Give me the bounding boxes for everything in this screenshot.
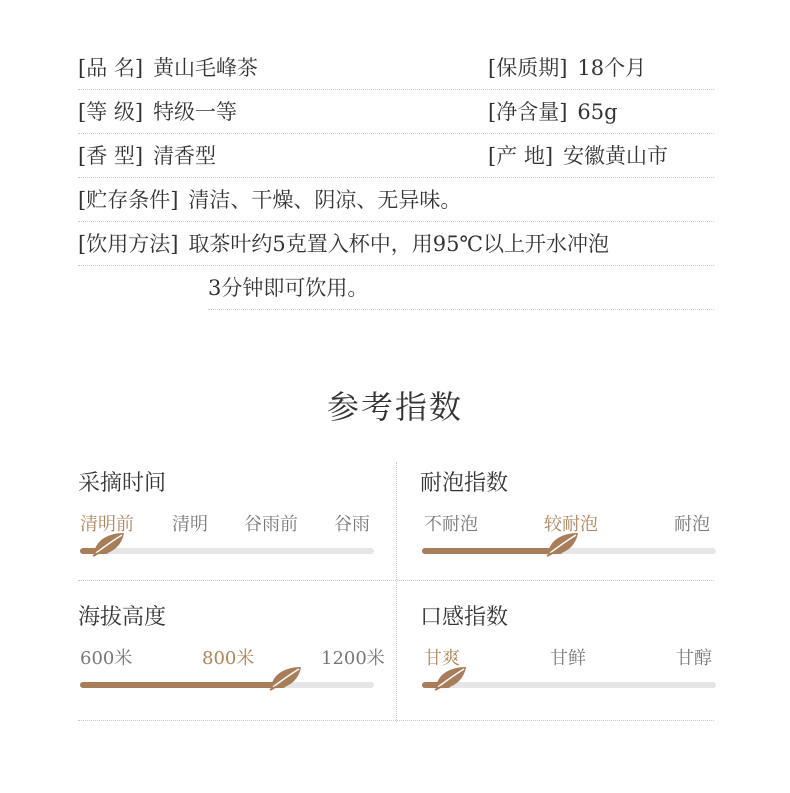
index-title: 采摘时间 bbox=[78, 471, 167, 496]
spec-key: [保质期] bbox=[488, 56, 568, 80]
index-panel-taste bbox=[420, 600, 716, 720]
spec-key: [品 名] bbox=[78, 56, 144, 80]
spec-grade bbox=[78, 90, 237, 134]
spec-row-aroma-origin bbox=[78, 134, 714, 178]
grid-divider-vertical bbox=[396, 462, 397, 722]
grid-divider-bottom bbox=[78, 720, 714, 721]
spec-key: [产 地] bbox=[488, 144, 554, 168]
spec-key: [贮存条件] bbox=[78, 188, 179, 212]
spec-key: [饮用方法] bbox=[78, 232, 179, 256]
spec-row-usage-continued bbox=[208, 266, 714, 310]
spec-row-usage bbox=[78, 222, 714, 266]
scale-label: 清明 bbox=[172, 514, 208, 535]
index-panel-altitude bbox=[78, 600, 385, 720]
index-panel-picking-time bbox=[78, 466, 374, 586]
section-title: 参考指数 bbox=[326, 388, 463, 426]
index-track bbox=[422, 548, 716, 554]
scale-label: 较耐泡 bbox=[544, 514, 598, 535]
spec-aroma bbox=[78, 134, 216, 178]
scale-label: 谷雨 bbox=[334, 514, 370, 535]
spec-row-grade-net bbox=[78, 90, 714, 134]
spec-value: 清香型 bbox=[153, 144, 217, 168]
index-level-fill bbox=[80, 682, 286, 688]
index-panel-brewing bbox=[420, 466, 716, 586]
index-title: 口感指数 bbox=[420, 605, 509, 630]
index-track bbox=[80, 548, 374, 554]
spec-shelf-life bbox=[488, 46, 646, 90]
spec-storage bbox=[78, 178, 461, 222]
spec-value: 取茶叶约5克置入杯中，用95℃以上开水冲泡 bbox=[188, 232, 609, 256]
index-title: 海拔高度 bbox=[78, 605, 167, 630]
tea-leaf-icon bbox=[269, 665, 303, 691]
tea-leaf-icon bbox=[434, 665, 468, 691]
spec-origin bbox=[488, 134, 668, 178]
scale-label: 不耐泡 bbox=[424, 514, 478, 535]
spec-row-name-shelf bbox=[78, 46, 714, 90]
spec-row-storage bbox=[78, 178, 714, 222]
scale-label: 谷雨前 bbox=[244, 514, 298, 535]
scale-label: 600米 bbox=[80, 648, 133, 669]
scale-label: 清明前 bbox=[80, 514, 134, 535]
spec-value: 18个月 bbox=[577, 56, 647, 80]
index-level-fill bbox=[422, 548, 563, 554]
spec-key: [香 型] bbox=[78, 144, 144, 168]
spec-name bbox=[78, 46, 258, 90]
scale-label: 甘醇 bbox=[676, 648, 712, 669]
scale-label: 耐泡 bbox=[674, 514, 710, 535]
tea-leaf-icon bbox=[546, 531, 580, 557]
index-title: 耐泡指数 bbox=[420, 471, 509, 496]
scale-label: 1200米 bbox=[321, 648, 385, 669]
spec-net-content bbox=[488, 90, 618, 134]
spec-usage bbox=[78, 222, 609, 266]
spec-value: 清洁、干燥、阴凉、无异味。 bbox=[188, 188, 462, 212]
spec-key: [等 级] bbox=[78, 100, 144, 124]
spec-value: 黄山毛峰茶 bbox=[153, 56, 259, 80]
spec-value: 3分钟即可饮用。 bbox=[208, 276, 369, 300]
scale-label: 甘爽 bbox=[424, 648, 460, 669]
index-track bbox=[80, 682, 374, 688]
scale-label: 800米 bbox=[202, 648, 255, 669]
index-track bbox=[422, 682, 716, 688]
spec-key: [净含量] bbox=[488, 100, 568, 124]
scale-label: 甘鲜 bbox=[550, 648, 586, 669]
spec-value: 安徽黄山市 bbox=[563, 144, 669, 168]
index-scale-labels bbox=[78, 644, 385, 669]
spec-value: 特级一等 bbox=[153, 100, 238, 124]
spec-value: 65g bbox=[577, 100, 618, 124]
tea-leaf-icon bbox=[92, 531, 126, 557]
